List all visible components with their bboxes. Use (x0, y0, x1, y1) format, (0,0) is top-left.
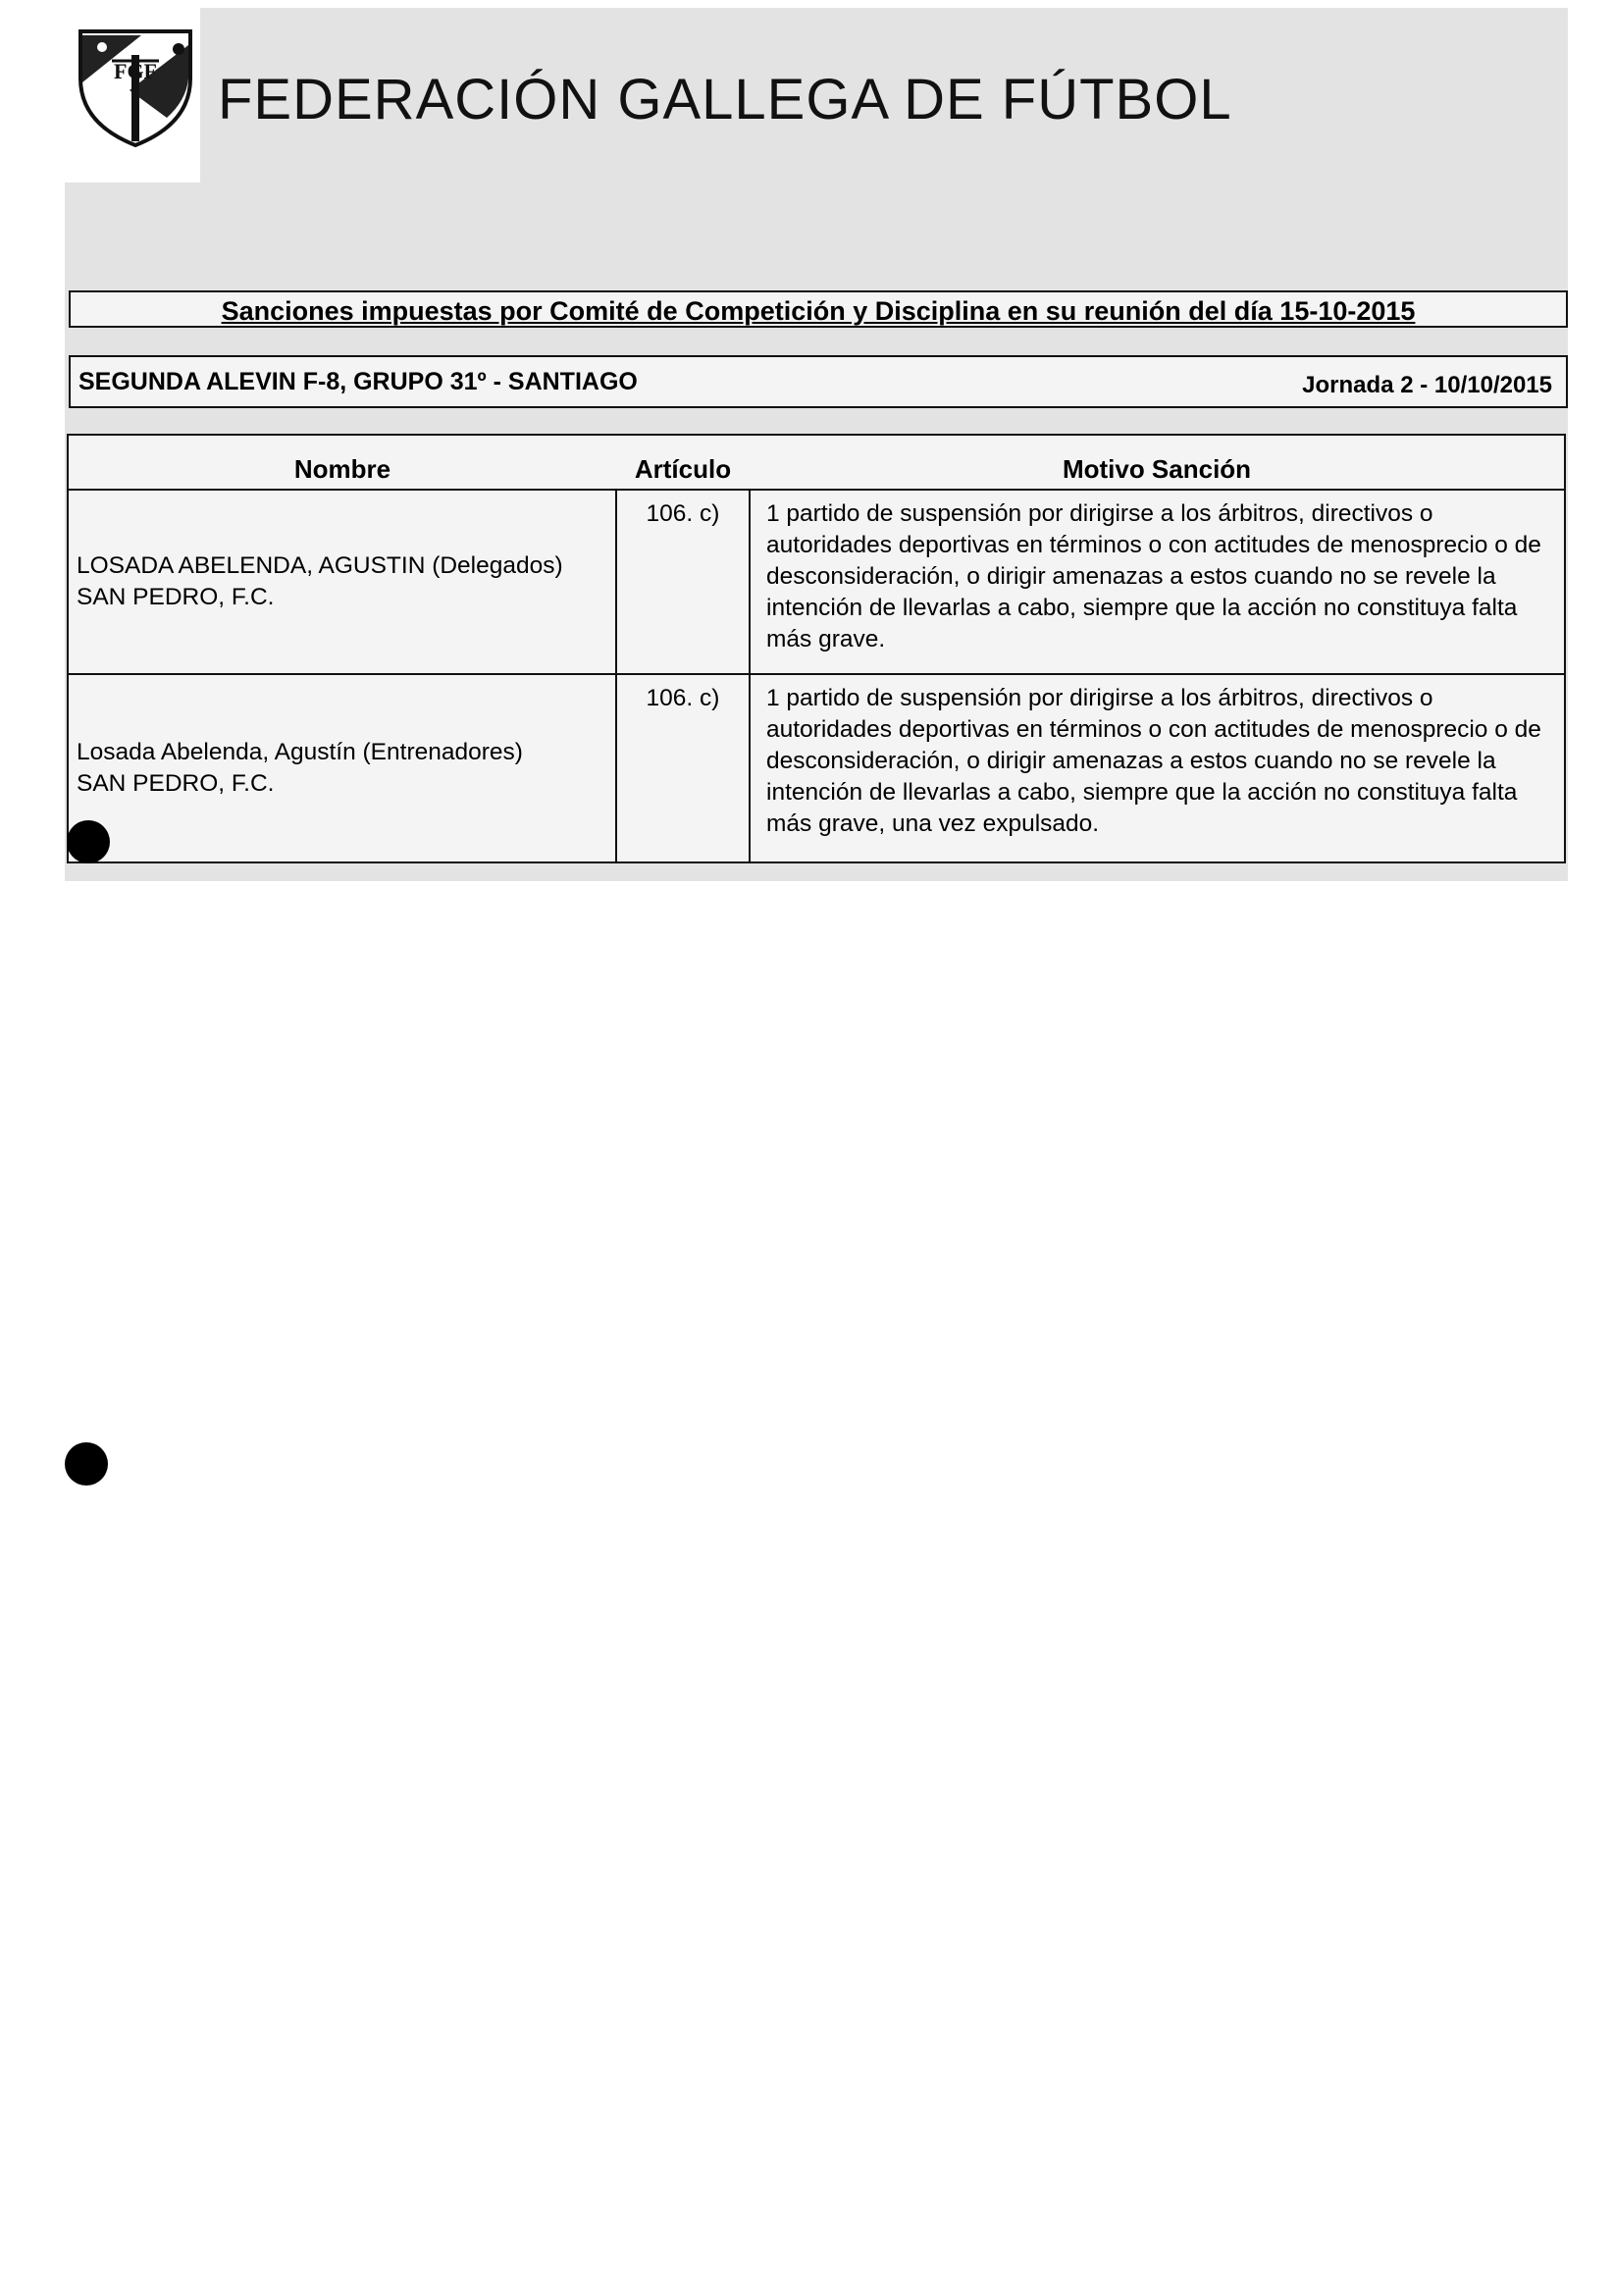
motivo-cell: 1 partido de suspensión por dirigirse a los árbitros, directivos o autoridades deportivas en términos o con actitudes de menosprecio o de desconsideración, o dirigir amenazas a estos cuando no se revele la intención de llevarlas a cabo, siempre que la acción no constituya falta más grave. (750, 490, 1565, 674)
group-heading-box (69, 355, 1568, 408)
table-row (68, 674, 1565, 862)
nombre-cell (68, 674, 616, 862)
punch-hole-mark (65, 1442, 108, 1486)
sanctions-table (67, 434, 1566, 863)
motivo-cell: 1 partido de suspensión por dirigirse a los árbitros, directivos o autoridades deportivas en términos o con actitudes de menosprecio o de desconsideración, o dirigir amenazas a estos cuando no se revele la intención de llevarlas a cabo, siempre que la acción no constituya falta más grave, una vez expulsado. (750, 674, 1565, 862)
column-header-motivo: Motivo Sanción (750, 435, 1565, 490)
table-header-row (68, 435, 1565, 490)
nombre-cell (68, 490, 616, 674)
page-title: FEDERACIÓN GALLEGA DE FÚTBOL (218, 68, 1232, 131)
club-name: SAN PEDRO, F.C. (77, 770, 275, 797)
column-header-nombre: Nombre (68, 435, 616, 490)
table-row (68, 490, 1565, 674)
articulo-cell: 106. c) (616, 674, 750, 862)
logo-letters: FGF (114, 59, 157, 83)
group-name: SEGUNDA ALEVIN F-8, GRUPO 31º - SANTIAGO (78, 368, 638, 395)
federation-logo-shield-icon (73, 22, 198, 149)
sanctions-heading-box (69, 290, 1568, 328)
matchday-date: Jornada 2 - 10/10/2015 (1302, 372, 1552, 398)
column-header-articulo: Artículo (616, 435, 750, 490)
articulo-cell: 106. c) (616, 490, 750, 674)
club-name: SAN PEDRO, F.C. (77, 584, 275, 610)
person-name: LOSADA ABELENDA, AGUSTIN (Delegados) (77, 552, 563, 579)
sanctions-heading: Sanciones impuestas por Comité de Competición y Disciplina en su reunión del día 15-10-2015 (221, 296, 1416, 326)
person-name: Losada Abelenda, Agustín (Entrenadores) (77, 739, 523, 765)
punch-hole-mark (67, 820, 110, 863)
